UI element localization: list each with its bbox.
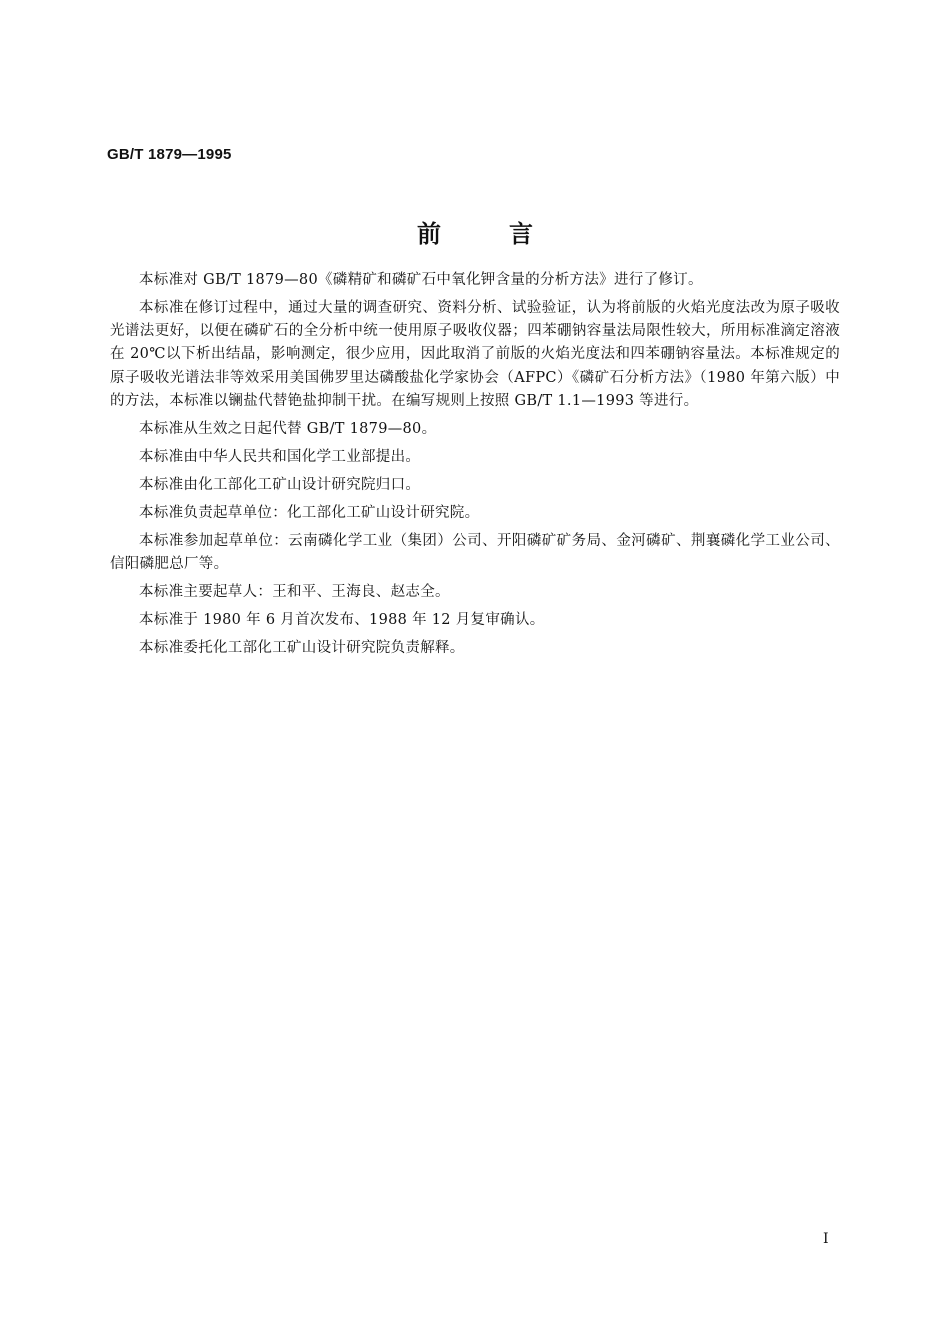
paragraph-participating-units: 本标准参加起草单位：云南磷化学工业（集团）公司、开阳磷矿矿务局、金河磷矿、荆襄磷化学工业公司、信阳磷肥总厂等。 [110,532,840,572]
paragraph-interpretation: 本标准委托化工部化工矿山设计研究院负责解释。 [139,639,465,656]
standard-code: GB/T 1879—1995 [107,146,232,163]
page-number: I [823,1231,829,1247]
paragraph-publication-history: 本标准于 1980 年 6 月首次发布、1988 年 12 月复审确认。 [139,611,545,628]
paragraph-revision-details: 本标准在修订过程中，通过大量的调查研究、资料分析、试验验证，认为将前版的火焰光度法改为原子吸收光谱法更好，以便在磷矿石的全分析中统一使用原子吸收仪器；四苯硼钠容量法局限性较大，所用标准滴定溶液在 20℃以下析出结晶，影响测定，很少应用，因此取消了前版的火焰光度法和四苯硼钠容量法。本标准规定的原子吸收光谱法非等效采用美国佛罗里达磷酸盐化学家协会（AFPC）《磷矿石分析方法》（1980 年第六版）中的方法，本标准以镧盐代替铯盐抑制干扰。在编写规则上按照 GB/T 1.1—1993 等进行。 [110,299,840,410]
paragraph-replacement: 本标准从生效之日起代替 GB/T 1879—80。 [139,420,437,437]
paragraph-main-drafters: 本标准主要起草人：王和平、王海良、赵志全。 [139,583,450,600]
preface-body [110,269,840,664]
paragraph-revision: 本标准对 GB/T 1879—80《磷精矿和磷矿石中氧化钾含量的分析方法》进行了修订。 [139,272,703,288]
paragraph-centralized-unit: 本标准由化工部化工矿山设计研究院归口。 [139,476,421,493]
page-title: 前言 [417,220,601,248]
paragraph-drafting-unit: 本标准负责起草单位：化工部化工矿山设计研究院。 [139,504,480,521]
paragraph-proposer: 本标准由中华人民共和国化学工业部提出。 [139,448,421,465]
